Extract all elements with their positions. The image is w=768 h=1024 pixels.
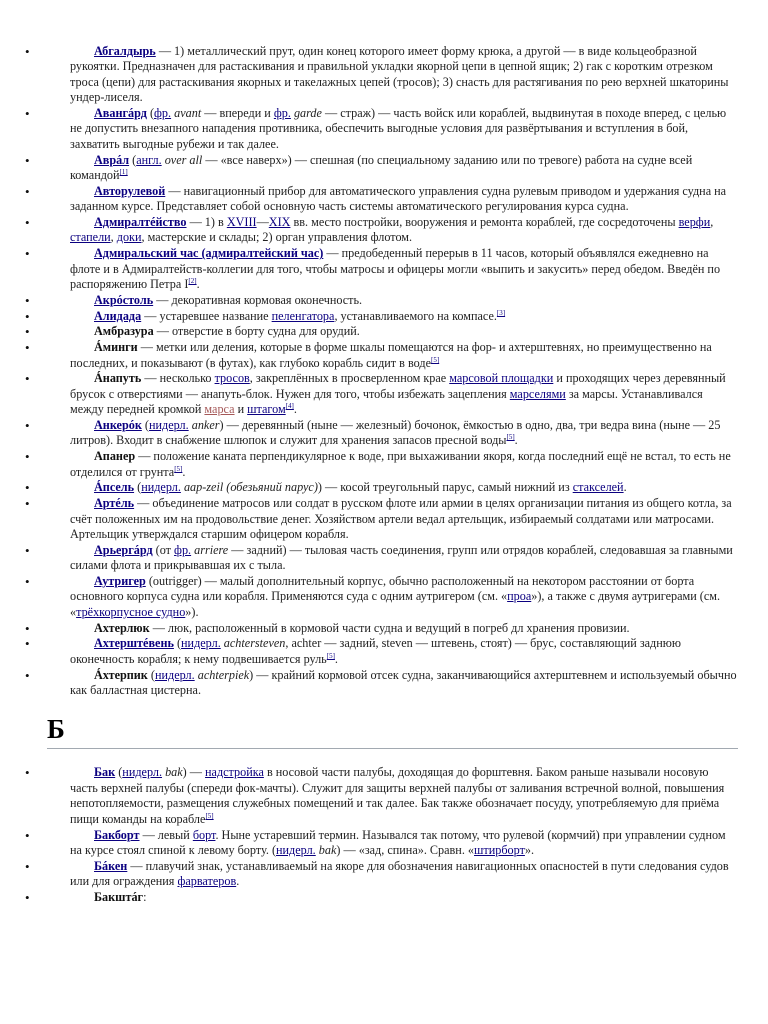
footnote-link[interactable]: [5] (174, 464, 183, 473)
inline-link[interactable]: нидерл. (141, 480, 181, 495)
term-link[interactable]: Бакборт (94, 827, 140, 842)
definition-text: — несколько (141, 371, 215, 386)
footnote-link[interactable]: [3] (496, 308, 506, 317)
definition-text: , (710, 215, 714, 230)
foreign-word: bak (165, 765, 183, 780)
term-link[interactable]: Артéль (94, 496, 135, 511)
definition-text: . (514, 433, 518, 448)
definition-text: ( (173, 636, 182, 651)
term: Апанер (94, 449, 136, 464)
glossary-entry (70, 106, 738, 152)
definition-text: — впереди и (201, 106, 274, 121)
term-link[interactable]: Адмиральский час (адмиралтейский час) (94, 246, 324, 261)
definition-text: ( (141, 418, 149, 433)
definition-text: — (256, 215, 269, 230)
footnote-link[interactable]: [1] (119, 167, 128, 176)
inline-link[interactable]: стапели (70, 230, 111, 245)
footnote-ref (497, 309, 505, 317)
definition-text: ». (524, 842, 535, 857)
inline-link[interactable]: нидерл. (276, 842, 316, 857)
term: Амбразура (94, 324, 154, 339)
glossary-entry (70, 153, 738, 184)
foreign-word: anker (191, 418, 220, 433)
definition-text: — положение каната перпендикулярное к воде, при выхаживании якоря, когда последний ещё не встал, то есть не отделился от грунта (70, 449, 731, 479)
definition-text: — объединение матросов или солдат в русском флоте или армии в целях организации питания из общего котла, за счёт положенных им на продовольствие денег. Хозяйством артели ведал артельщик, избираемый солдатами или матросами. Артельщик утверждался старшим офицером корабля. (70, 496, 732, 542)
inline-link[interactable]: тросов (214, 371, 250, 386)
glossary-entry (70, 621, 738, 636)
definition-text: за марсы. Устанавливался между передней кромкой (70, 386, 703, 417)
definition-text: ( (115, 765, 123, 780)
definition-text: — 1) в (186, 215, 227, 230)
definition-text: — метки или деления, которые в форме шкалы помещаются на фор- и ахтерштевнях, но преимущественно на последних, и показывают (в футах), как глубоко корабль сидит в воде (70, 340, 712, 370)
glossary-entry (70, 574, 738, 620)
inline-link[interactable]: нидерл. (122, 765, 163, 780)
glossary-entry (70, 215, 738, 246)
term: Ахтерлюк (94, 620, 150, 635)
inline-link[interactable]: пеленгатора (271, 308, 335, 323)
inline-link[interactable]: англ. (136, 152, 162, 167)
definition-text: »), а также с двумя аутригерами (см. « (70, 589, 721, 619)
inline-link[interactable]: марсовой площадки (449, 371, 554, 386)
footnote-link[interactable]: [5] (326, 651, 335, 660)
footnote-ref (327, 652, 335, 660)
definition-text: и (234, 402, 248, 417)
glossary-entry (70, 668, 738, 699)
term-link[interactable]: Áпсель (94, 480, 135, 495)
definition-text: — «все наверх») — спешная (по специальному заданию или по тревоге) работа на судне всей командой (70, 152, 693, 183)
term-link[interactable]: Анкерóк (94, 418, 142, 433)
definition-text: , закреплённых в просверленном крае (249, 371, 450, 386)
term: Бакштáг (94, 889, 144, 904)
definition-text: , устанавливаемого на компасе. (334, 308, 497, 323)
glossary-entry (70, 324, 738, 339)
footnote-ref (286, 402, 294, 410)
term-link[interactable]: Акрóстоль (94, 292, 154, 307)
term-link[interactable]: Бак (94, 765, 116, 780)
definition-text: (от (152, 542, 175, 557)
footnote-link[interactable]: [5] (506, 433, 515, 442)
definition-text: , (110, 230, 117, 245)
definition-text: : (143, 889, 147, 904)
footnote-link[interactable]: [5] (431, 355, 440, 364)
term-link[interactable]: Адмиралтéйство (94, 215, 187, 230)
definition-text: — отверстие в борту судна для орудий. (153, 324, 360, 339)
definition-text: . (196, 277, 200, 292)
definition-text: и проходящих через деревянный брусок с отверстиями — анапуть-блок. Нужен для того, чтобы избежать зацепления (70, 371, 726, 401)
definition-text: . (334, 651, 338, 666)
inline-link[interactable]: проа (507, 589, 532, 604)
foreign-word: arriere (194, 542, 229, 557)
definition-text: — декоративная кормовая оконечность. (153, 292, 363, 307)
term-link[interactable]: Авторулевой (94, 183, 166, 198)
inline-link[interactable]: верфи (678, 215, 711, 230)
definition-text: ) — крайний кормовой отсек судна, заканчивающийся ахтерштевнем и используемый обычно как балластная цистерна. (70, 667, 737, 698)
definition-text: . (182, 464, 186, 479)
footnote-ref (506, 433, 514, 441)
inline-link[interactable]: надстройка (205, 765, 264, 780)
foreign-word: achterpiek (197, 667, 250, 682)
missing-article-link[interactable]: марса (204, 402, 235, 417)
definition-text: — люк, расположенный в кормовой части судна и ведущий в погреб дл хранения провизии. (149, 620, 630, 635)
definition-text: — плавучий знак, устанавливаемый на якоре для обозначения навигационных опасностей в пути следования судов или для ограждения (70, 858, 729, 889)
definition-text: ) — «зад, спина». Сравн. « (336, 842, 475, 857)
footnote-ref (188, 277, 196, 285)
glossary-entry (70, 418, 738, 449)
inline-link[interactable]: стакселей (572, 480, 624, 495)
definition-text: — страж) — часть войск или кораблей, выдвинутая в походе вперед, с целью не допустить внезапного нападения противника, обеспечить выгодные условия для развёртывания и вступления в бой, захватить выгодные рубежи и так далее. (70, 106, 727, 151)
inline-link[interactable]: марселями (509, 386, 566, 401)
foreign-word: bak (318, 842, 337, 857)
definition-text: ) — деревянный (ныне — железный) бочонок, ёмкостью в одно, два, три ведра вина (ныне — 25 литров). Входит в снабжение шлюпок и служит для хранения запасов пресной воды (70, 418, 721, 448)
definition-text: , мастерские и склады; 2) орган управления флотом. (141, 230, 413, 245)
inline-link[interactable]: нидерл. (148, 418, 189, 433)
glossary-entry (70, 340, 738, 371)
glossary-entry (70, 309, 738, 324)
inline-link[interactable]: нидерл. (154, 667, 195, 682)
definition-text: — задний) — тыловая часть соединения, групп или отрядов кораблей, следовавшая за главными силами флота и прикрывавшая их с тыла. (70, 542, 733, 573)
definition-text: — левый (139, 827, 193, 842)
section-heading: Б (47, 714, 738, 749)
glossary-entry (70, 246, 738, 292)
definition-text: ) — (182, 765, 206, 780)
foreign-word: achtersteven (223, 636, 286, 651)
term-link[interactable]: Аутригер (94, 574, 146, 589)
inline-link[interactable]: штирборт (474, 842, 525, 857)
definition-text: ( (129, 152, 137, 167)
glossary-entry (70, 765, 738, 827)
glossary-entry (70, 496, 738, 542)
term: Áхтерпик (94, 667, 148, 682)
glossary-list (0, 749, 768, 905)
inline-link[interactable]: штагом (247, 402, 286, 417)
term-link[interactable]: Аврáл (94, 152, 130, 167)
term-link[interactable]: Арьергáрд (94, 542, 153, 557)
inline-link[interactable]: фр. (154, 106, 172, 121)
term-link[interactable]: Авангáрд (94, 106, 147, 121)
glossary-entry (70, 828, 738, 859)
footnote-ref (431, 356, 439, 364)
definition-text: . (623, 480, 627, 495)
definition-text: — предобеденный перерыв в 11 часов, который объявлялся ежедневно на флоте и в Адмиралтейств-коллегии для того, чтобы матросы и офицеры могли «выпить и закусить» перед обедом. Введён по распоряжению Петра I (70, 246, 721, 292)
definition-text: . (293, 402, 297, 417)
definition-text: вв. место постройки, вооружения и ремонта кораблей, где сосредоточены (290, 215, 679, 230)
term-link[interactable]: Абгалдырь (94, 44, 156, 58)
definition-text: ( (134, 480, 142, 495)
inline-link[interactable]: фарватеров (177, 874, 237, 889)
footnote-ref (120, 168, 128, 176)
inline-link[interactable]: XIX (268, 215, 291, 230)
term: Áнапуть (94, 371, 142, 386)
definition-text: , achter — задний, steven — штевень, стоят) — брус, составляющий заднюю оконечность корабля; к нему подвешивается руль (70, 636, 681, 666)
glossary-entry (70, 890, 738, 905)
definition-text: . (236, 874, 240, 889)
inline-link[interactable]: XVIII (226, 215, 257, 230)
inline-link[interactable]: фр. (174, 542, 192, 557)
term: Áминги (94, 340, 138, 355)
definition-text: — устаревшее название (141, 308, 272, 323)
term-link[interactable]: Бáкен (94, 858, 128, 873)
glossary-entry (70, 44, 738, 106)
glossary-entry (70, 480, 738, 495)
glossary-entry (70, 636, 738, 667)
term-link[interactable]: Алидада (94, 308, 142, 323)
glossary-entry (70, 293, 738, 308)
glossary-entry (70, 449, 738, 480)
definition-text: »). (185, 604, 199, 619)
glossary-entry (70, 859, 738, 890)
glossary-entry (70, 184, 738, 215)
definition-text: в носовой части палубы, доходящая до форштевня. Баком раньше называли носовую часть верхней палубы (спереди фок-мачты). Служит для защиты верхней палубы от заливания встречной волной, повышения непотопляемости, размещения служебных помещений и так далее. Бак также обозначает посуду, употребляемую для приёма пищи команды на корабле (70, 765, 725, 826)
foreign-word: aap-zeil (обезьяний парус) (183, 480, 318, 495)
footnote-ref (205, 812, 213, 820)
term-link[interactable]: Ахтерштéвень (94, 636, 174, 651)
definition-text: — навигационный прибор для автоматического управления судна рулевым приводом и удержания судна на заданном курсе. Представляет собой основную часть системы автоматического регулирования курса судна. (70, 183, 727, 214)
footnote-link[interactable]: [2] (188, 276, 197, 285)
footnote-link[interactable]: [5] (205, 811, 214, 820)
definition-text: (outrigger) — малый дополнительный корпус, обычно расположенный на некотором расстоянии от борта основного корпуса судна или корабля. Применяются суда с одним аутригером (см. « (70, 574, 695, 604)
inline-link[interactable]: доки (116, 230, 142, 245)
glossary-entry (70, 543, 738, 574)
definition-text: — 1) металлический прут, один конец которого имеет форму крюка, а другой — в виде кольцеобразной рукоятки. Предназначен для растаскивания и правильной укладки якорной цепи в цепной ящик; 2) гак с коротким отрезком троса (цепи) для растаскивания якорных и такелажных цепей (тросов); 3) снасть для растягивания по рею верхней шкаторины ундер-лиселя. (70, 44, 729, 105)
definition-text: ) — косой треугольный парус, самый нижний из (317, 480, 573, 495)
footnote-link[interactable]: [4] (285, 402, 294, 411)
foreign-word: garde (293, 106, 322, 121)
inline-link[interactable]: борт (192, 827, 216, 842)
definition-text: ( (146, 106, 155, 121)
definition-text: . Ныне устаревший термин. Назывался так потому, что рулевой (кормчий) при управлении судном на курсе стоял спиной к левому борту. ( (70, 827, 726, 857)
glossary-entry (70, 371, 738, 417)
inline-link[interactable]: фр. (273, 106, 291, 121)
foreign-word: over all (164, 152, 203, 167)
foreign-word: avant (174, 106, 202, 121)
inline-link[interactable]: нидерл. (181, 636, 221, 651)
definition-text: ( (147, 667, 155, 682)
inline-link[interactable]: трёхкорпусное судно (76, 604, 186, 619)
